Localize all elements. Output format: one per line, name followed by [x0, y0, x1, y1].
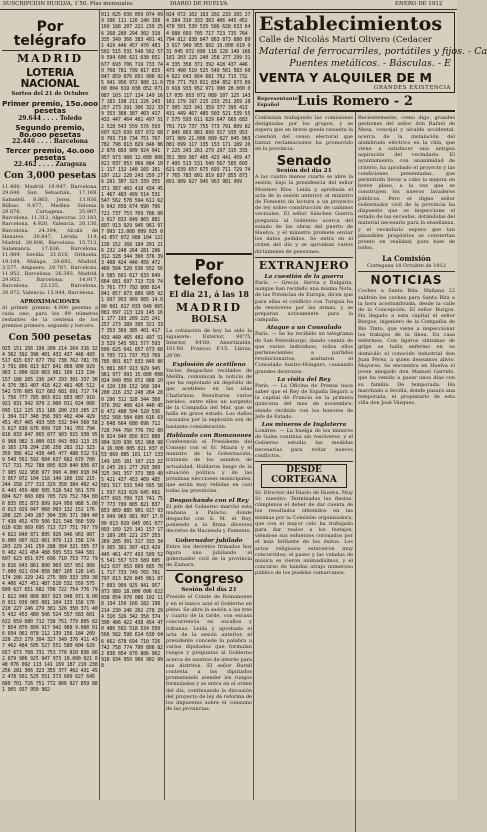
right-intro: Recientemente, como digo, grandes gestiones del señor don Rafael de Mesa, concejal y alcalde accidental, acerca de la instalación del alumbrado eléctrico en la villa, que viene a satisfacer una antigua aspiración del vecindario. El ayuntamiento, con unanimidad de criterio, ha aprobado el proyecto y las condiciones presentadas, que permitirán llevar a cabo la mejora en breve plazo, a la vez que se construyen los nuevos lavaderos públicos. Pero el digno señor Gobernador civil de la provincia ha dispuesto que se inspeccione el estado de las escuelas, dotándolas del material necesario para la enseñanza, y el vecindario espera que tan plausibles propósitos se conviertan pronto en realidad, para bien de todos.	[358, 115, 455, 252]
subheading-500: Con 500 pesetas	[8, 332, 92, 343]
telefono-date: El dia 21, á las 18	[169, 289, 249, 299]
senado-text: A las cuatro menos cuarto se abre la sesión, bajo la presidencia del señor Montero Ríos. Leída y aprobada el acta de la sesión anterior, el ministro de Fomento da lectura a un proyecto de ley sobre construcción de caminos vecinales. El señor Sánchez Guerra pregunta al Gobierno acerca del estado de las obras del puerto de Huelva, y el ministro promete enviar los datos pedidos. Se entra en el orden del día y se aprueban varios dictámenes de pensiones.	[255, 174, 353, 255]
news-left	[255, 112, 353, 832]
prize-1: Primer premio, 15o.ooo pesetas	[2, 99, 98, 116]
news-right	[358, 112, 455, 832]
explosion-text: Varios despachos recibidos de Melilla, comunican la noticia de que ha explotado un depósito de gas acetileno en las islas Chafarinas. Resultaron varios heridos, entre ellos un sargento de la Compañía del Mar, que se halla en grave estado. Los daños causados por la explosión son de bastante consideración.	[166, 367, 252, 430]
consejo-heading: Despachando con el Rey	[169, 497, 249, 504]
telegrafo-heading: Por telégrafo	[13, 19, 87, 49]
ad-line-material: Material de ferrocarriles, portátiles y fijos. - Ca	[259, 46, 487, 57]
noticias-text: Coches a Santa Rita. Mañana 22 saldrán los coches para Santa Rita a la hora acostumbrada, desde la calle de la Concepción. El señor Burgos. Ha llegado a esta capital el señor Burgos, ingeniero de la Compañía de Río Tinto, que viene a inspeccionar los trabajos de la línea. En casa enfermos. Con ligeros síntomas de gripe se halla enfermo en su domicilio el conocido industrial don Juan Pérez, a quien deseamos alivio. Mayores. Se encuentra en Huelva el joven abogado don Manuel Garrido, que ha venido a pasar unos días con su familia. De temporada. Ha marchado a Sevilla, donde pasará una temporada, el propietario de esta villa don José Vázquez.	[358, 288, 455, 407]
rey-heading: La visita del Rey	[277, 376, 331, 383]
prize-2: Segundo premio, 8o.ooo pesetas	[15, 122, 85, 139]
ad-title: Establecimientos	[259, 13, 443, 35]
consejo-text: El jefe del Gobierno marchó esta mañana a Palacio, donde despachó con S. M. el Rey, poniendo a la firma diversos decretos de Hacienda y Fomento.	[166, 503, 252, 535]
masthead-date: ENERO DE 1912	[395, 1, 443, 7]
ad-address: Calle de Nicolás Martí Olivero (Cedacer	[259, 35, 432, 45]
ad-rep-label: Representante Español	[257, 95, 298, 108]
congreso-text: Preside el Conde de Romanones y en el banco azul el Gobierno en pleno. Se abre la sesión a las tres y cuarto de la tarde, con escasa concurrencia en escaños y tribunas. Leída y aprobada el acta de la sesión anterior, el presidente concede la palabra a varios diputados que formulan ruegos y preguntas al Gobierno acerca de asuntos de interés para sus distritos. El señor Burell contesta a los diputados prometiendo atender los ruegos formulados y se entra en el orden del día, continuando la discusión del proyecto de ley de reforma de los impuestos sobre el consumo de las provincias.	[166, 594, 253, 713]
senado-heading: Senado	[276, 154, 332, 170]
guerra-text: París. — Grecia, Servia y Bulgaria, aunque han recibido una misma Nota, de las Potencias de Europa, dicen que para ellas el conflicto con Turquía ha de resolverse por las armas, y se preparan activamente para la campaña.	[255, 279, 353, 324]
column-lottery	[2, 12, 98, 800]
ad-line-puentes: Puentes metálicos. - Básculas. - E	[289, 58, 451, 69]
congreso-heading: Congreso	[174, 572, 244, 588]
numbers-list: 011 025 030 059 074 099 106 111 126 140 158 169 188 207 221 239 256 268 280 294 302 318 335 349 366 383 401 411 429 446 457 470 483 502 515 531 548 562 579 594 606 621 638 651 677 693 706 719 733 749 768 781 799 817 833 847 859 876 891 908 925 941 956 972 988 11.000 004 019 038 052 071 087 103 117 134 149 167 183 198 211 226 243 257 273 291 306 322 339 353 368 387 403 417 433 447 464 481 497 512 528 543 559 576 593 607 623 639 657 672 688 703 718 734 751 767 782 798 813 829 846 862 878 893 909 924 941 957 973 989 12.000 006 021 037 053 069 084 101 117 132 148 165 181 197 212 228 243 259 276 291 307 323 339 355 371 387 402 418 434 451 467 483 499 514 531 547 562 578 594 611 626 642 658 674 690 706 721 737 753 769 786 802 817 833 849 865 881 897 913 929 945 961 977 993 13.000 009 025 041 057 072 088 104 121 136 152 168 184 201 216 232 248 264 281 296 312 328 344 360 376 393 408 424 440 456 472 489 504 520 536 552 569 585 601 617 633 649 664 681 697 713 729 745 761 777 792 808 824 841 857 873 889 905 921 937 953 969 985 14.000 001 017 033 049 065 081 097 113 129 145 161 177 193 209 225 241 257 273 289 305 321 337 353 369 385 401 417 433 449 465 481 497 513 529 545 561 577 593 609 625 641 657 673 689 705 721 737 753 769 785 801 817 833 849 865 881 897 913 929 945 961 977 993 15.000 008 024 040 056 072 088 104 120 136 152 168 184 200 216 232 248 264 280 296 312 328 344 360 376 392 408 424 440 456 472 488 504 520 536 552 568 584 600 616 632 648 664 680 696 712 728 744 760 776 792 808 824 840 856 872 888 904 920 936 952 968 984 16.000 005 021 037 053 069 085 101 117 133 149 165 181 197 213 229 245 261 277 293 309 325 341 357 373 389 405 421 437 453 469 485 501 517 533 549 565 581 597 613 629 645 661 677 693 709 725 741 757 773 789 805 821 837 853 869 885 901 917 933 949 965 981 997 17.000 013 029 045 061 077 093 109 125 141 157 173 189 205 221 237 253 269 285 301 317 333 349 365 381 397 413 429 445 461 477 493 509 525 541 557 573 589 605 621 637 653 669 685 701 717 733 749 765 781 797 813 829 845 861 877 893 909 925 941 957 973 989 18.000 006 022 038 054 070 086 102 118 134 150 166 182 198 214 230 246 262 278 294 310 326 342 358 374 390 406 422 438 454 470 486 502 518 534 550 566 582 598 614 630 646 662 678 694 710 726 742 758 774 790 806 822 838 854 870 886 902 918 934 950 966 982 998	[101, 12, 163, 670]
column-telephone	[166, 12, 252, 800]
numbers-top: 024 072 102 163 202 233 265 274 284 310 333 383 406 445 452 478 501 530 535 586 628 633 644 688 693 705 717 723 735 764 794 812 838 847 863 873 880 893 917 949 955 992 19.000 010 031 045 072 090 118 128 149 166 181 203 225 240 258 277 299 314 335 358 371 392 418 437 446 473 490 510 525 549 561 583 604 622 643 664 681 702 715 732 759 771 793 811 834 852 873 890 918 933 952 971 990 20.000 017 035 053 071 089 107 125 143 161 179 197 215 233 251 269 287 305 323 341 359 377 395 413 431 449 467 485 503 521 539 557 575 593 611 629 647 665 683 701 719 737 755 773 791 809 827 845 863 881 899 917 935 953 971 989 21.000 009 027 045 063 081 099 117 135 153 171 189 207 225 243 261 279 297 315 333 351 369 387 405 423 441 459 477 495 513 531 549 567 585 603 621 639 657 675 693 711 729 747 765 783 801 819 837 855 873 891 909 927 945 963 981 999	[166, 12, 251, 186]
cortegana-text: Sr. Director del Diario de Huelva. Muy Sr. nuestro: Terminadas las fiestas, cúmplenos el deber de dar cuenta de los resultados obtenidos en las mismas por la Comisión organizadora, que con el mayor celo ha trabajado para dar realce a los festejos, viéndose sus esfuerzos coronados por el más brillante de los éxitos. Los actos religiosos estuvieron muy concurridos; el paseo y las veladas de música se vieron animadísimos, y el concurso de bandas atrajo numeroso público de los pueblos comarcanos.	[255, 489, 353, 577]
lottery-heading: LOTERIA NACIONAL	[20, 67, 80, 90]
masthead	[0, 0, 457, 10]
prize-1-number: 29.644 . . . . Toledo	[18, 114, 82, 122]
ad-establecimientos	[255, 12, 487, 93]
ad-venta: VENTA Y ALQUILER DE M	[259, 70, 432, 85]
approx-text: Al primer premio 4.000 pesetas a cada uno; para los 99 números restantes de la centena de los premios primero, segundo y tercero.	[2, 304, 98, 330]
gobernador-heading: Gobernador jubilado	[175, 537, 243, 544]
intro-text: Continúan trabajando las comisiones designadas por los grupos, y se espera que en breve quede resuelta la cuestión del censo electoral que tantas reclamaciones ha promovido en la provincia.	[255, 115, 353, 153]
list-3000: 11.480, Madrid. 19.947, Barcelona. 29.646 San Sebastián, 17.169, Sabadell. 8.865, Jerez. 13.936, Bilbao. 9.477, Medina Sidonia. 29.876, Cartagena. 25.907, Barcelona. 11.312, Algeciras. 23.183, Barcelona. 4.920, Valencia. 20.136, Barcelona. 24.394, Alcalá de Henares. 30.847, Lérida. 114, Madrid. 30.806, Barcelona. 15.713, Salamanca. 17.636, Barcelona. 11.989, Sevilla. 21.610, Orihuela. 19.184, Málaga. 29.692, Madrid. 3.577, Ampuero. 29.787, Barcelona. 11.952, Barcelona. 26.383, Madrid. 29.952, Barcelona. 14.917, Barcelona. 23.125, Barcelona. 20.972, Valencia. 15.944, Barcelona.	[2, 184, 98, 296]
cortegana-heading: DESDE CORTEGANA	[261, 464, 347, 488]
prize-2-number: 22.446 . . . . Barcelona	[12, 137, 88, 145]
guerra-heading: La cuestión de la guerra	[264, 273, 344, 280]
numbers-500: 025 151 156 199 209 214 264 316 324 362 392 396 401 433 437 448 493 517 615 637 677 702 738 762 781 783 791 806 813 827 841 868 900 929 963 1.000 029 063 081 109 113 134 157 188 205 236 247 293 301 337 364 376 381 407 418 422 481 495 512 542 576 605 617 663 681 691 717 741 756 777 785 803 811 853 887 910 921 931 942 979 2.000 011 024 066 095 112 125 151 186 200 233 265 271 304 317 348 356 393 402 404 429 451 457 465 493 505 532 544 560 585 617 630 676 699 720 742 763 794 816 833 847 865 877 903 915 938 956 968 982 3.000 015 043 092 113 158 165 178 204 236 258 282 312 323 359 386 412 438 445 477 488 512 519 549 561 592 604 637 662 679 700 717 731 752 788 805 829 840 856 877 905 922 958 977 990 4.000 018 043 057 072 104 118 149 166 192 215 244 258 277 313 329 358 384 402 426 443 459 480 505 518 542 561 579 604 627 660 689 705 729 752 784 806 835 851 873 899 924 956 988 5.000 013 029 047 068 093 132 151 176 208 225 249 287 304 336 371 384 407 438 452 470 506 521 548 560 599 610 638 669 695 713 727 751 767 794 822 840 871 895 920 946 963 987 6.000 007 022 061 079 113 158 174 203 229 241 259 288 304 321 355 370 402 421 454 488 505 531 544 581 607 623 651 675 696 710 753 772 798 816 843 861 890 903 937 951 989 7.000 021 034 058 087 105 128 143 174 206 229 241 275 309 333 359 384 406 427 451 487 518 532 559 575 609 627 651 682 708 722 754 776 791 822 846 868 897 923 948 971 8.000 011 039 065 081 104 133 158 176 210 227 246 279 301 326 350 371 405 432 453 480 506 524 557 583 601 622 659 680 712 738 751 779 805 827 854 870 899 917 942 968 9.000 016 034 061 078 112 139 156 184 209 226 253 279 304 327 349 376 411 437 462 484 505 527 551 580 604 629 657 673 708 731 753 776 810 836 862 879 906 925 947 973 10.000 021 048 076 092 113 141 169 187 210 238 256 281 306 323 355 377 402 431 452 478 501 525 551 573 609 627 645 680 701 726 751 772 806 827 859 881 905 937 950 982	[2, 345, 98, 693]
ataque-heading: Ataque a un Consulado	[266, 325, 342, 332]
telefono-city: MADRID	[175, 300, 243, 314]
subheading-3000: Con 3,000 pesetas	[3, 171, 97, 182]
ad-rep-name: Luis Romero - 2	[297, 94, 413, 109]
romanones-heading: Hablando con Romanones	[166, 432, 252, 439]
comision-text: Cortegana 18 Octubre de 1912	[367, 263, 446, 270]
madrid-heading: MADRID	[16, 52, 84, 65]
approx-heading: APROXIMACIONES	[20, 298, 80, 305]
prize-3-number: 22.462 . . . . Zaragoza	[13, 161, 87, 169]
huelga-heading: Los mineros de Inglaterra	[261, 422, 347, 429]
ad-representante	[255, 93, 455, 112]
draw-date: Sorteo del 21 de Octubre	[11, 91, 89, 98]
romanones-text: Conferenció el Presidente del Consejo con el Sr. Maura y el ministro de la Gobernación, tratando de los asuntos de actualidad. Hablaron luego de la situación política y de las próximas elecciones municipales, que serán muy reñidas en casi todas las provincias.	[166, 438, 252, 495]
huelga-text: Londres. — La huelga de los mineros de Gales continúa sin resolverse, y el Gobierno estudia las medidas necesarias para evitar nuevos conflictos.	[255, 428, 353, 459]
rey-text: París. — La Oficina de Prensa hace saber que el Rey de España llegará a la capital de Francia en la primera quincena del mes de noviembre, siendo recibido con los honores de Jefe de Estado.	[255, 382, 353, 420]
senado-sub: Sesión del día 21	[276, 168, 332, 175]
column-numbers	[101, 12, 163, 800]
congreso-sub: Sesión del día 21	[181, 587, 237, 594]
extranjero-heading: EXTRANJERO	[258, 258, 350, 272]
column-ads-news	[255, 12, 487, 800]
news-columns	[255, 112, 455, 832]
ad-existencias: GRANDES EXISTENCIA	[374, 85, 451, 91]
ataque-text: París. — Se ha recibido un telegrama de San Petersburgo, dando cuenta de que varios individuos, todos ellos pertenecientes a partidos revolucionarios, asaltaron el Consulado Austro-Húngaro, causando grandes destrozos.	[255, 331, 353, 375]
prize-3: Tercer premio, 4o.ooo pesetas	[5, 145, 95, 163]
masthead-left: SUSCRIPCION HUELVA, 1'50. Pías mensuales	[3, 1, 133, 7]
bolsa-text: La cotización de hoy ha sido la siguiente: Exterior, 90'75. Interior, 84'60. Amortizable, 101'60. Francos 6'15. Libras, 26'00.	[166, 327, 252, 359]
telefono-heading: Por telefono	[173, 256, 245, 289]
comision-heading: La Comisión	[382, 254, 431, 264]
bolsa-heading: BOLSA	[191, 314, 227, 325]
noticias-heading: NOTICIAS	[370, 273, 443, 288]
explosion-heading: Explosión de acetileno	[172, 361, 246, 368]
gobernador-text: Entre los decretos firmados hoy figura uno jubilando al gobernador civil de la provincia de Zamora.	[166, 543, 252, 569]
masthead-title: DIARIO DE HUELVA	[170, 1, 228, 7]
